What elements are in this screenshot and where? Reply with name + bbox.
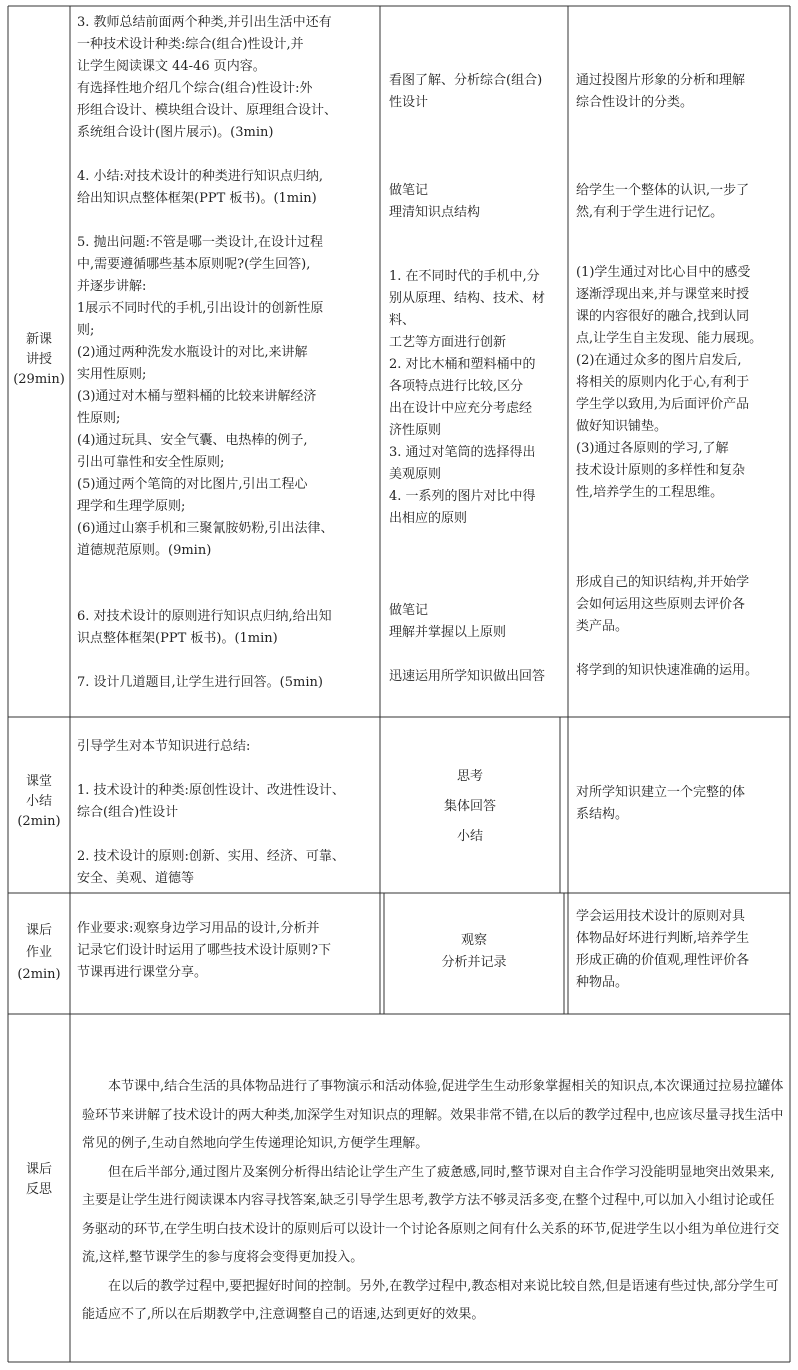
teacher-line: 2. 技术设计的原则:创新、实用、经济、可靠、 — [77, 849, 345, 864]
label-line: (2min) — [17, 814, 61, 829]
student-line: 小结 — [456, 829, 483, 844]
teacher-line: 1展示不同时代的手机,引出设计的创新性原 — [77, 301, 324, 316]
intent-line: 通过投图片形象的分析和理解 — [576, 73, 746, 88]
spacer — [389, 644, 565, 666]
intent-line: 给学生一个整体的认识,一步了 — [576, 183, 750, 198]
teacher-line: 一种技术设计种类:综合(组合)性设计,并 — [77, 37, 304, 52]
label-line: 小结 — [25, 794, 52, 809]
student-line: 理解并掌握以上原则 — [389, 625, 507, 640]
teacher-activity-homework — [77, 918, 381, 984]
teacher-line: 7. 设计几道题目,让学生进行回答。(5min) — [77, 675, 323, 690]
teacher-line: 识点整体框架(PPT 板书)。(1min) — [77, 631, 278, 646]
spacer — [77, 562, 377, 584]
student-line: 工艺等方面进行创新 — [389, 335, 507, 350]
teacher-line: (2)通过两种洗发水瓶设计的对比,来讲解 — [77, 345, 308, 360]
reflection-paragraph: 在以后的教学过程中,要把握好时间的控制。另外,在教学过程中,教态相对来说比较自然,但是语速有些过快,部分学生可能适应不了,所以在后期教学中,注意调整自己的语速,达到更好的效果。 — [82, 1278, 779, 1322]
intent-line: 性,培养学生的工程思维。 — [576, 485, 724, 500]
teacher-line: 引出可靠性和安全性原则; — [77, 455, 225, 470]
teacher-line: 给出知识点整体框架(PPT 板书)。(1min) — [77, 191, 317, 206]
intent-line: 系结构。 — [576, 807, 629, 822]
teacher-line: (6)通过山寨手机和三聚氰胺奶粉,引出法律、 — [77, 521, 334, 536]
label-line: 作业 — [25, 945, 52, 960]
reflection-text — [82, 1073, 784, 1330]
intent-line: 种物品。 — [576, 975, 629, 990]
teacher-line: 节课再进行课堂分享。 — [77, 965, 208, 980]
intent-line: 课的内容很好的融合,找到认同 — [576, 309, 750, 324]
teacher-line: 记录它们设计时运用了哪些技术设计原则?下 — [77, 943, 331, 958]
student-line: 理清知识点结构 — [389, 205, 481, 220]
teacher-line: 综合(组合)性设计 — [77, 805, 179, 820]
student-line: 1. 在不同时代的手机中,分 — [389, 269, 540, 284]
intent-line: 做好知识铺垫。 — [576, 419, 668, 434]
row-label-new-lesson — [8, 330, 70, 390]
teacher-line: 1. 技术设计的种类:原创性设计、改进性设计、 — [77, 783, 345, 798]
spacer — [77, 144, 377, 166]
teacher-line: 引导学生对本节知识进行总结: — [77, 739, 251, 754]
teacher-activity-new-lesson — [77, 12, 377, 694]
label-line: 讲授 — [25, 352, 52, 367]
design-intent-new-lesson-b — [576, 180, 786, 224]
reflection-paragraph: 但在后半部分,通过图片及案例分析得出结论让学生产生了疲惫感,同时,整节课对自主合作学习没能明显地突出效果来,主要是让学生进行阅读课本内容寻找答案,缺乏引导学生思考,教学方法不够灵活多变,在整个过程中,可以加入小组讨论或任务驱动的环节,在学生明白技术设计的原则后可以设计一个讨论各原则之间有什么关系的环节,促进学生以小组为单位进行交流,这样,整节课学生的参与度将会变得更加投入。 — [82, 1164, 780, 1265]
intent-line: 综合性设计的分类。 — [576, 95, 694, 110]
teacher-line: 则; — [77, 323, 95, 338]
intent-line: 体物品好坏进行判断,培养学生 — [576, 931, 750, 946]
teacher-line: 安全、美观、道德等 — [77, 871, 195, 886]
student-line: 别从原理、结构、技术、材料、 — [389, 291, 546, 328]
design-intent-homework — [576, 906, 786, 994]
intent-line: 将学到的知识快速准确的运用。 — [576, 663, 759, 678]
teacher-line: 6. 对技术设计的原则进行知识点归纳,给出知 — [77, 609, 332, 624]
intent-line: (2)在通过众多的图片启发后, — [576, 353, 742, 368]
intent-line: 会如何运用这些原则去评价各 — [576, 597, 746, 612]
intent-line: 逐渐浮现出来,并与课堂来时授 — [576, 287, 750, 302]
student-line: 分析并记录 — [441, 955, 507, 970]
intent-line: 类产品。 — [576, 619, 629, 634]
spacer — [77, 584, 377, 606]
intent-line: 然,有利于学生进行记忆。 — [576, 205, 724, 220]
design-intent-new-lesson-c — [576, 262, 786, 504]
student-line: 观察 — [460, 933, 487, 948]
student-line: 美观原则 — [389, 467, 442, 482]
student-line: 4. 一系列的图片对比中得 — [389, 489, 536, 504]
reflection-paragraph: 本节课中,结合生活的具体物品进行了事物演示和活动体验,促进学生生动形象掌握相关的知识点,本次课通过拉易拉罐体验环节来讲解了技术设计的两大种类,加深学生对知识点的理解。效果非常不错,在以后的教学过程中,也应该尽量寻找生活中常见的例子,生动自然地向学生传递理论知识,方便学生理解。 — [82, 1079, 784, 1151]
student-activity-new-lesson-b — [389, 180, 565, 224]
row-label-reflection — [8, 1160, 70, 1200]
label-line: 课后 — [25, 1162, 52, 1177]
label-line: (2min) — [17, 967, 61, 982]
intent-line: 形成正确的价值观,理性评价各 — [576, 953, 750, 968]
student-line: 做笔记 — [389, 603, 429, 618]
label-line: 新课 — [25, 332, 52, 347]
student-line: 济性原则 — [389, 423, 442, 438]
teacher-line: 实用性原则; — [77, 367, 147, 382]
student-line: 3. 通过对笔筒的选择得出 — [389, 445, 536, 460]
intent-line: 技术设计原则的多样性和复杂 — [576, 463, 746, 478]
intent-line: 学会运用技术设计的原则对具 — [576, 909, 746, 924]
teacher-line: (4)通过玩具、安全气囊、电热棒的例子, — [77, 433, 308, 448]
teacher-line: 5. 抛出问题:不管是哪一类设计,在设计过程 — [77, 235, 324, 250]
intent-line: 点,让学生自主发现、能力展现。 — [576, 331, 763, 346]
student-activity-new-lesson-c — [389, 266, 565, 530]
student-line: 迅速运用所学知识做出回答 — [389, 669, 546, 684]
spacer — [77, 758, 377, 780]
teacher-activity-summary — [77, 736, 377, 890]
student-line: 做笔记 — [389, 183, 429, 198]
spacer — [77, 824, 377, 846]
label-line: 课堂 — [25, 774, 52, 789]
design-intent-summary — [576, 782, 786, 826]
student-line: 出在设计中应充分考虑经 — [389, 401, 533, 416]
teacher-line: 中,需要遵循哪些基本原则呢?(学生回答), — [77, 257, 311, 272]
label-line: 课后 — [25, 923, 52, 938]
student-line: 出相应的原则 — [389, 511, 468, 526]
student-line: 各项特点进行比较,区分 — [389, 379, 524, 394]
teacher-line: 作业要求:观察身边学习用品的设计,分析并 — [77, 921, 320, 936]
intent-line: 学生学以致用,为后面评价产品 — [576, 397, 750, 412]
student-line: 性设计 — [389, 95, 429, 110]
student-line: 思考 — [456, 769, 483, 784]
teacher-line: 3. 教师总结前面两个种类,并引出生活中还有 — [77, 15, 332, 30]
teacher-line: 道德规范原则。(9min) — [77, 543, 212, 558]
intent-line: 形成自己的知识结构,并开始学 — [576, 575, 750, 590]
teacher-line: 形组合设计、模块组合设计、原理组合设计、 — [77, 103, 338, 118]
label-line: (29min) — [13, 372, 65, 387]
teacher-line: 并逐步讲解: — [77, 279, 147, 294]
intent-line: (3)通过各原则的学习,了解 — [576, 441, 729, 456]
label-line: 反思 — [25, 1182, 52, 1197]
teacher-line: (3)通过对木桶与塑料桶的比较来讲解经济 — [77, 389, 317, 404]
intent-line: 对所学知识建立一个完整的体 — [576, 785, 746, 800]
spacer — [576, 638, 786, 660]
student-line: 看图了解、分析综合(组合) — [389, 73, 543, 88]
teacher-line: 让学生阅读课文 44-46 页内容。 — [77, 59, 266, 74]
row-label-homework — [8, 920, 70, 986]
teacher-line: 理学和生理学原则; — [77, 499, 186, 514]
teacher-line: 有选择性地介绍几个综合(组合)性设计:外 — [77, 81, 313, 96]
student-line: 集体回答 — [443, 799, 496, 814]
intent-line: (1)学生通过对比心目中的感受 — [576, 265, 751, 280]
teacher-line: 系统组合设计(图片展示)。(3min) — [77, 125, 274, 140]
teacher-line: (5)通过两个笔筒的对比图片,引出工程心 — [77, 477, 308, 492]
spacer — [77, 210, 377, 232]
student-line: 2. 对比木桶和塑料桶中的 — [389, 357, 536, 372]
teacher-line: 性原则; — [77, 411, 121, 426]
spacer — [77, 650, 377, 672]
row-label-summary — [8, 772, 70, 832]
intent-line: 将相关的原则内化于心,有利于 — [576, 375, 750, 390]
design-intent-new-lesson-d — [576, 572, 786, 682]
student-activity-homework — [384, 930, 564, 974]
teacher-line: 4. 小结:对技术设计的种类进行知识点归纳, — [77, 169, 324, 184]
design-intent-new-lesson-a — [576, 70, 786, 114]
student-activity-summary — [380, 762, 560, 852]
student-activity-new-lesson-a — [389, 70, 565, 114]
student-activity-new-lesson-d — [389, 600, 565, 688]
